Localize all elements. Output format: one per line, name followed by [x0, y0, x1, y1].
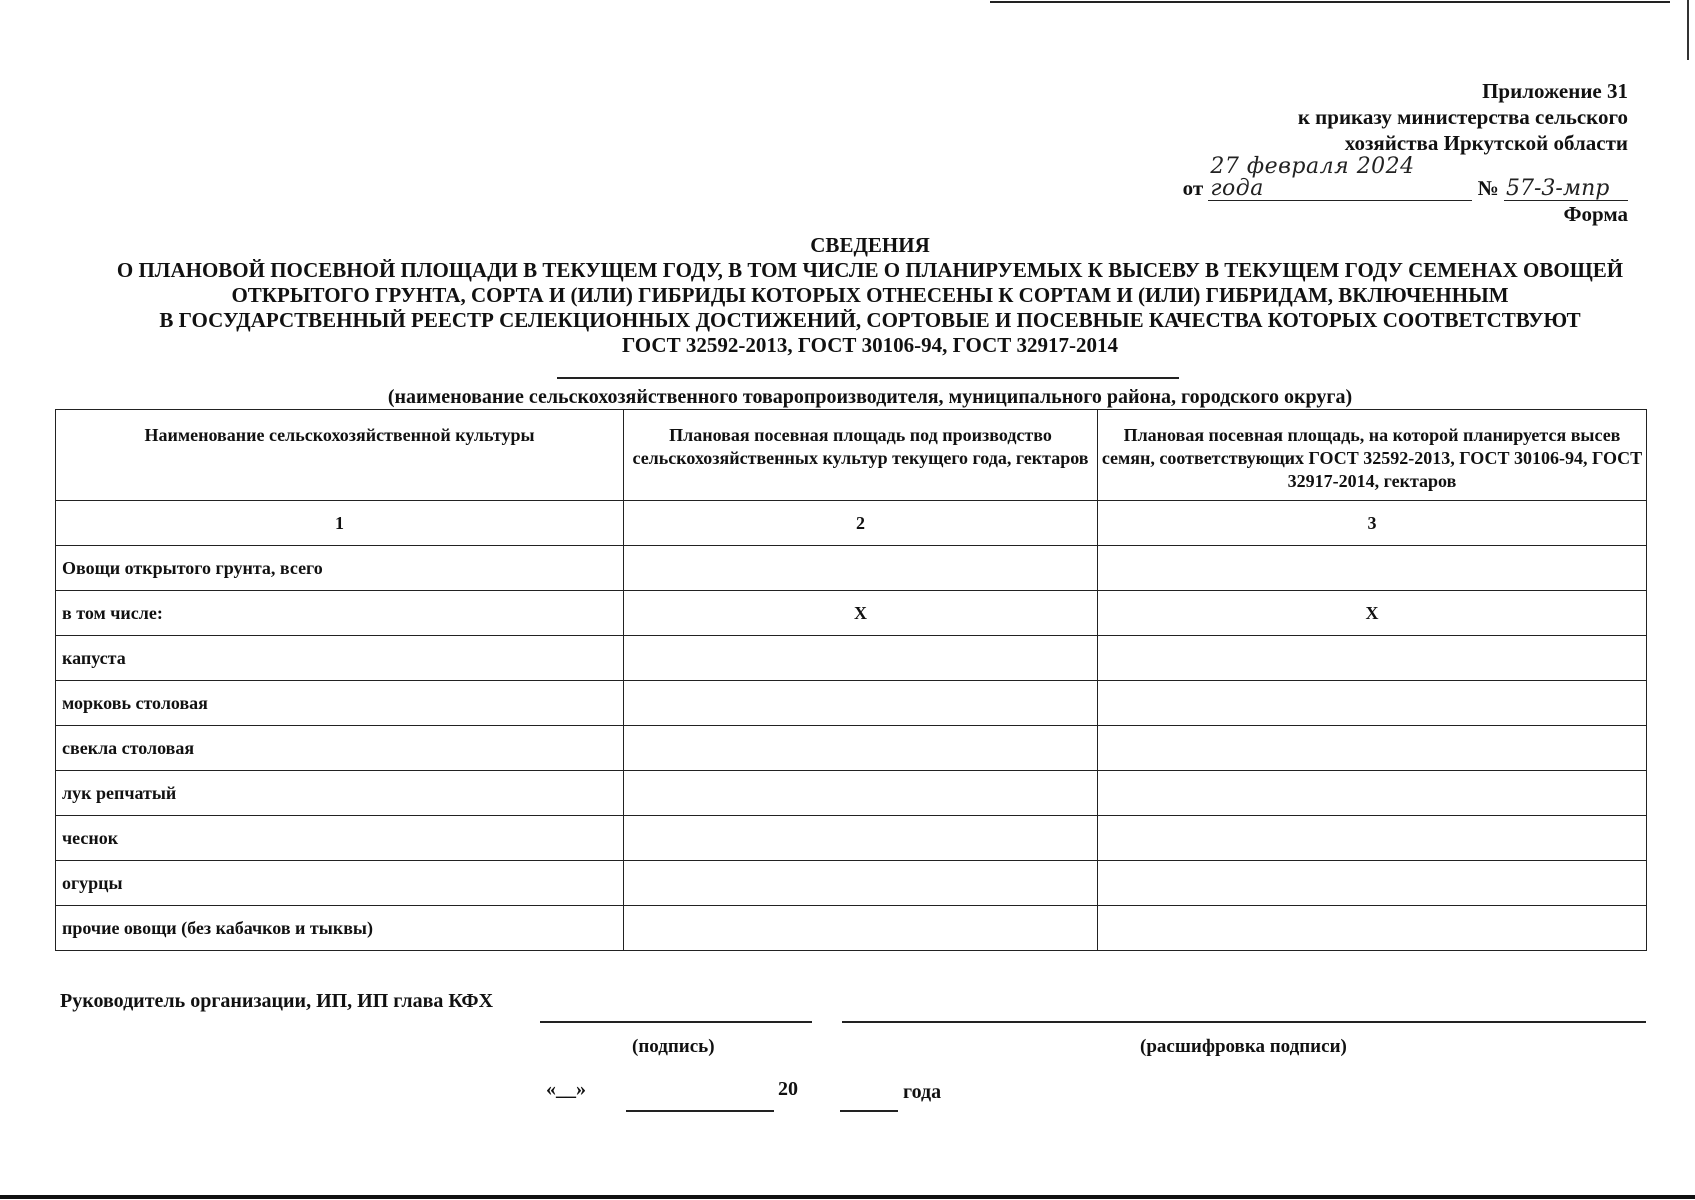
- planned-area-cell[interactable]: [624, 771, 1098, 816]
- planned-area-cell[interactable]: [624, 726, 1098, 771]
- annex-block: [1183, 78, 1628, 227]
- annex-ministry: хозяйства Иркутской области: [1344, 131, 1628, 155]
- planned-area-cell[interactable]: [624, 681, 1098, 726]
- gost-area-cell[interactable]: [1098, 816, 1647, 861]
- table-row: [56, 681, 1647, 726]
- year-prefix: 20: [778, 1078, 798, 1100]
- gost-area-cell: X: [1098, 591, 1647, 636]
- header-crop-name: Наименование сельскохозяйственной культуры: [56, 410, 624, 501]
- annex-title: Приложение 31: [1482, 79, 1628, 103]
- producer-name-field[interactable]: [557, 377, 1179, 379]
- table-row: [56, 861, 1647, 906]
- gost-area-cell[interactable]: [1098, 861, 1647, 906]
- table-row: [56, 771, 1647, 816]
- date-day-field[interactable]: «__»: [546, 1078, 586, 1100]
- planned-area-cell[interactable]: [624, 906, 1098, 951]
- crop-name-cell: чеснок: [56, 816, 624, 861]
- column-number-3: 3: [1098, 501, 1647, 546]
- table-row: [56, 906, 1647, 951]
- title-line-5: ГОСТ 32592-2013, ГОСТ 30106-94, ГОСТ 32917-2014: [621, 333, 1119, 357]
- title-line-1: СВЕДЕНИЯ: [810, 233, 930, 257]
- date-month-field[interactable]: [626, 1110, 774, 1112]
- annex-order-ref: к приказу министерства сельского: [1297, 105, 1628, 129]
- gost-area-cell[interactable]: [1098, 681, 1647, 726]
- crop-name-cell: прочие овощи (без кабачков и тыквы): [56, 906, 624, 951]
- date-year-field[interactable]: [840, 1110, 898, 1112]
- title-line-3: ОТКРЫТОГО ГРУНТА, СОРТА И (ИЛИ) ГИБРИДЫ КОТОРЫХ ОТНЕСЕНЫ К СОРТАМ И (ИЛИ) ГИБРИДАМ, ВКЛЮЧЕННЫМ: [231, 283, 1509, 307]
- year-suffix: года: [903, 1081, 942, 1103]
- table-row: [56, 546, 1647, 591]
- title-line-2: О ПЛАНОВОЙ ПОСЕВНОЙ ПЛОЩАДИ В ТЕКУЩЕМ ГОДУ, В ТОМ ЧИСЛЕ О ПЛАНИРУЕМЫХ К ВЫСЕВУ В ТЕКУЩЕМ ГОДУ СЕМЕНАХ ОВОЩЕЙ: [116, 258, 1624, 282]
- planned-area-cell[interactable]: [624, 861, 1098, 906]
- document-title: [60, 233, 1680, 358]
- signature-decode-field[interactable]: [842, 1021, 1646, 1023]
- title-line-4: В ГОСУДАРСТВЕННЫЙ РЕЕСТР СЕЛЕКЦИОННЫХ ДОСТИЖЕНИЙ, СОРТОВЫЕ И ПОСЕВНЫЕ КАЧЕСТВА КОТОРЫХ СООТВЕТСТВУЮТ: [159, 308, 1581, 332]
- planned-area-cell[interactable]: [624, 636, 1098, 681]
- annex-date-number: [1183, 156, 1628, 201]
- planned-area-cell: X: [624, 591, 1098, 636]
- column-number-row: [56, 501, 1647, 546]
- planned-area-cell[interactable]: [624, 546, 1098, 591]
- column-number-2: 2: [624, 501, 1098, 546]
- signature-caption: (подпись): [632, 1036, 715, 1057]
- crop-name-cell: морковь столовая: [56, 681, 624, 726]
- scan-border-bottom: [0, 1195, 1695, 1199]
- gost-area-cell[interactable]: [1098, 726, 1647, 771]
- gost-area-cell[interactable]: [1098, 906, 1647, 951]
- gost-area-cell[interactable]: [1098, 636, 1647, 681]
- table-row: [56, 726, 1647, 771]
- table-row: [56, 636, 1647, 681]
- crop-name-cell: капуста: [56, 636, 624, 681]
- signature-field[interactable]: [540, 1021, 812, 1023]
- scan-border-top: [990, 1, 1670, 3]
- crop-area-table: [55, 409, 1647, 951]
- from-prefix: от: [1182, 176, 1204, 200]
- signature-decode-caption: (расшифровка подписи): [1140, 1036, 1347, 1057]
- producer-caption: (наименование сельскохозяйственного товаропроизводителя, муниципального района, городского округа): [387, 386, 1353, 408]
- header-gost-area: Плановая посевная площадь, на которой планируется высев семян, соответствующих ГОСТ 32592-2013, ГОСТ 30106-94, ГОСТ 32917-2014, гектаров: [1098, 410, 1647, 501]
- crop-name-cell: в том числе:: [56, 591, 624, 636]
- crop-name-cell: лук репчатый: [56, 771, 624, 816]
- header-planned-area: Плановая посевная площадь под производство сельскохозяйственных культур текущего года, гектаров: [624, 410, 1098, 501]
- table-header-row: [56, 410, 1647, 501]
- head-of-organization-label: Руководитель организации, ИП, ИП глава КФХ: [60, 990, 494, 1012]
- handwritten-date: 27 февраля 2024 года: [1208, 156, 1472, 201]
- scan-border-right: [1687, 0, 1689, 60]
- table-row: [56, 591, 1647, 636]
- handwritten-number: 57-3-мпр: [1504, 178, 1628, 201]
- planned-area-cell[interactable]: [624, 816, 1098, 861]
- number-prefix: №: [1477, 176, 1499, 200]
- crop-name-cell: свекла столовая: [56, 726, 624, 771]
- crop-name-cell: огурцы: [56, 861, 624, 906]
- gost-area-cell[interactable]: [1098, 771, 1647, 816]
- column-number-1: 1: [56, 501, 624, 546]
- gost-area-cell[interactable]: [1098, 546, 1647, 591]
- crop-name-cell: Овощи открытого грунта, всего: [56, 546, 624, 591]
- form-label: Форма: [1563, 202, 1628, 226]
- table-row: [56, 816, 1647, 861]
